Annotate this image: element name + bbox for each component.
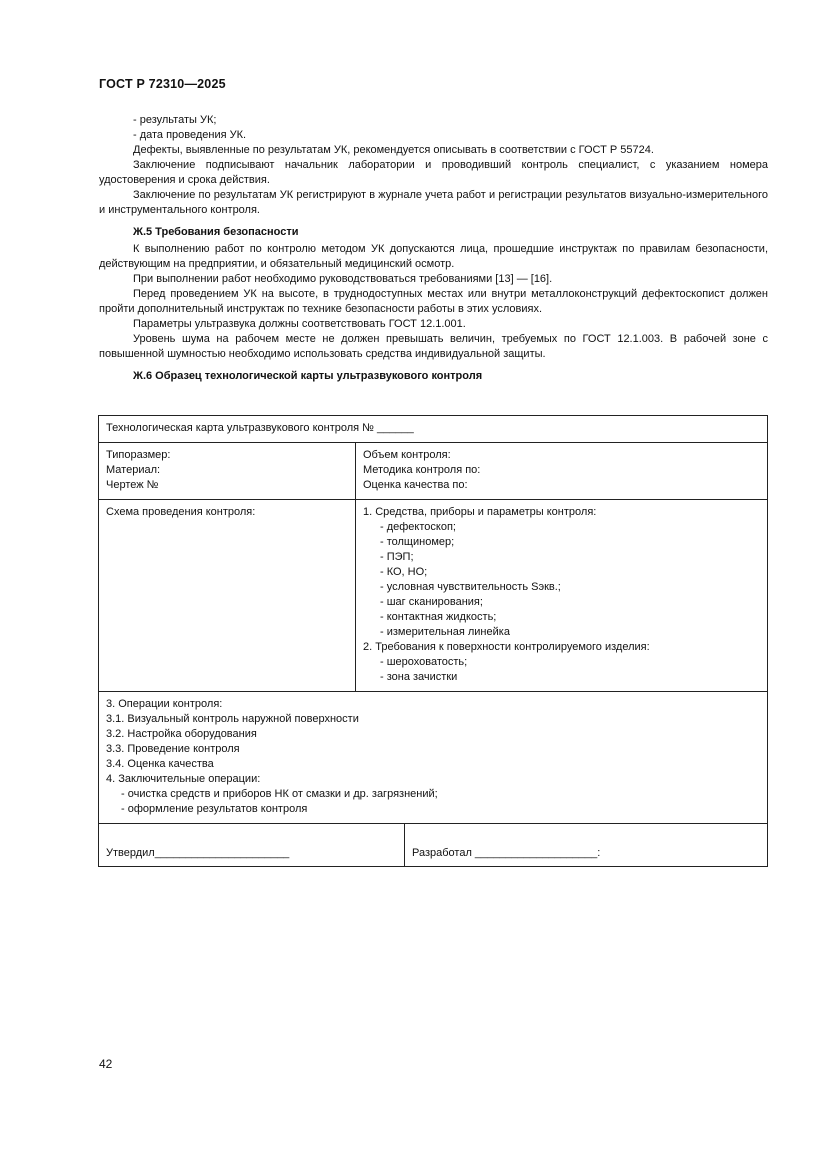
card-equipment-cell xyxy=(356,500,767,691)
field-label: Материал: xyxy=(106,464,161,476)
paragraph: Заключение подписывают начальник лаборатории и проводивший контроль специалист, с указанием номера удостоверения и срока действия. xyxy=(99,159,768,186)
list-item: - зона зачистки xyxy=(380,671,458,683)
page-number: 42 xyxy=(99,1057,113,1071)
paragraph: К выполнению работ по контролю методом УК допускаются лица, прошедшие инструктаж по правилам безопасности, действующим на предприятии, и обязательный медицинский осмотр. xyxy=(99,243,768,270)
document-body xyxy=(99,113,768,386)
card-identification-row xyxy=(99,442,767,499)
developed-signature-field: Разработал ____________________: xyxy=(412,847,601,859)
operation-line: 3.2. Настройка оборудования xyxy=(106,728,257,740)
operation-line: 3. Операции контроля: xyxy=(106,698,223,710)
list-item: - КО, НО; xyxy=(380,566,428,578)
field-label: Оценка качества по: xyxy=(363,479,468,491)
card-operations-cell xyxy=(99,692,767,823)
operation-line: 3.1. Визуальный контроль наружной поверхности xyxy=(106,713,359,725)
section-title-safety: Ж.5 Требования безопасности xyxy=(133,226,299,238)
list-item: - контактная жидкость; xyxy=(380,611,497,623)
list-item: - оформление результатов контроля xyxy=(121,803,308,815)
list-item: - ПЭП; xyxy=(380,551,414,563)
list-item: - шаг сканирования; xyxy=(380,596,483,608)
paragraph: Уровень шума на рабочем месте не должен превышать величин, требуемых по ГОСТ 12.1.003. В рабочей зоне с повышенной шумностью необходимо использовать средства индивидуальной защиты. xyxy=(99,333,768,360)
field-label: Объем контроля: xyxy=(363,449,451,461)
section-title-card-sample: Ж.6 Образец технологической карты ультразвукового контроля xyxy=(133,370,483,382)
field-label: Методика контроля по: xyxy=(363,464,481,476)
list-item: - очистка средств и приборов НК от смазки и др. загрязнений; xyxy=(121,788,438,800)
paragraph: Перед проведением УК на высоте, в труднодоступных местах или внутри металлоконструкций дефектоскопист должен пройти дополнительный инструктаж по технике безопасности работы в этих условиях. xyxy=(99,288,768,315)
card-signature-row xyxy=(99,823,767,866)
paragraph: При выполнении работ необходимо руководствоваться требованиями [13] — [16]. xyxy=(133,273,553,285)
card-title: Технологическая карта ультразвукового контроля № ______ xyxy=(106,422,414,434)
paragraph: Параметры ультразвука должны соответствовать ГОСТ 12.1.001. xyxy=(133,318,466,330)
operation-line: 3.3. Проведение контроля xyxy=(106,743,240,755)
list-item: - шероховатость; xyxy=(380,656,468,668)
surface-requirements-heading: 2. Требования к поверхности контролируемого изделия: xyxy=(363,641,650,653)
document-standard-header: ГОСТ Р 72310—2025 xyxy=(99,77,226,91)
field-label: Типоразмер: xyxy=(106,449,171,461)
card-scheme-row xyxy=(99,499,767,691)
list-item: - толщиномер; xyxy=(380,536,455,548)
card-scheme-cell: Схема проведения контроля: xyxy=(99,500,356,691)
equipment-heading: 1. Средства, приборы и параметры контроля: xyxy=(363,506,597,518)
list-item: - результаты УК; xyxy=(133,114,217,126)
list-item: - дата проведения УК. xyxy=(133,129,247,141)
approved-signature-field: Утвердил______________________ xyxy=(99,824,405,866)
operation-line: 3.4. Оценка качества xyxy=(106,758,214,770)
paragraph: Заключение по результатам УК регистрируют в журнале учета работ и регистрации результатов визуально-измерительного и инструментального контроля. xyxy=(99,189,768,216)
paragraph: Дефекты, выявленные по результатам УК, рекомендуется описывать в соответствии с ГОСТ Р 55724. xyxy=(133,144,654,156)
operation-line: 4. Заключительные операции: xyxy=(106,773,261,785)
card-identification-right xyxy=(356,443,767,499)
list-item: - условная чувствительность Sэкв.; xyxy=(380,581,561,593)
list-item: - измерительная линейка xyxy=(380,626,510,638)
card-identification-left xyxy=(99,443,356,499)
card-operations-row xyxy=(99,691,767,823)
field-label: Чертеж № xyxy=(106,479,159,491)
technological-card-table xyxy=(98,415,768,867)
list-item: - дефектоскоп; xyxy=(380,521,456,533)
card-title-row xyxy=(99,416,767,442)
